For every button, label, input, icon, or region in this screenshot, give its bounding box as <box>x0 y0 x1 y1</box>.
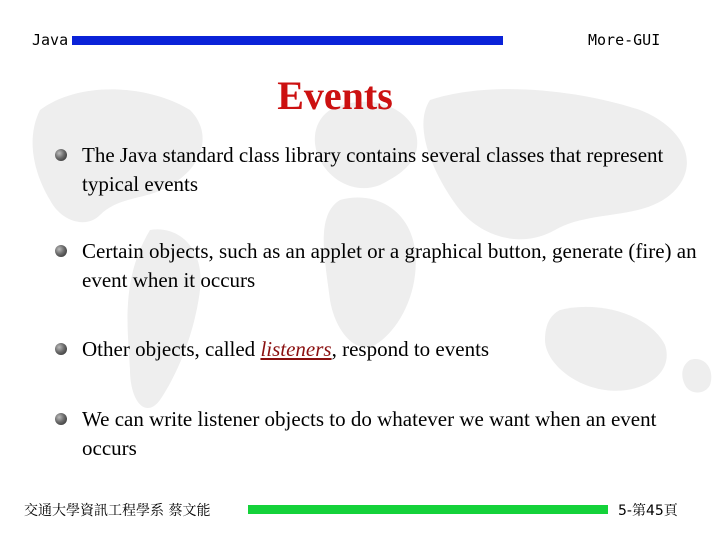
bullet-text: The Java standard class library contains several classes that represent typical events <box>82 143 664 196</box>
bullet-item-2 <box>82 237 702 295</box>
bullet-text-after: , respond to events <box>331 337 490 361</box>
header-divider-bar <box>72 36 503 45</box>
bullet-dot-icon <box>55 343 67 355</box>
header-course-label: Java <box>32 31 69 49</box>
slide-title: Events <box>277 73 393 118</box>
footer-divider-bar <box>248 505 608 514</box>
bullet-dot-icon <box>55 245 67 257</box>
footer-department-label: 交通大學資訊工程學系 蔡文能 <box>24 503 211 519</box>
bullet-item-1 <box>82 141 702 199</box>
bullet-dot-icon <box>55 149 67 161</box>
bullet-text: We can write listener objects to do whatever we want when an event occurs <box>82 407 657 460</box>
bullet-item-4 <box>82 405 702 463</box>
bullet-text: Certain objects, such as an applet or a graphical button, generate (fire) an event when it occurs <box>82 239 697 292</box>
bullet-dot-icon <box>55 413 67 425</box>
bullet-text-before: Other objects, called <box>82 337 261 361</box>
footer-page-number: 5-第45頁 <box>618 503 678 519</box>
header-topic-label: More-GUI <box>588 31 661 49</box>
highlighted-term: listeners <box>260 337 332 361</box>
bullet-item-3 <box>82 335 702 364</box>
